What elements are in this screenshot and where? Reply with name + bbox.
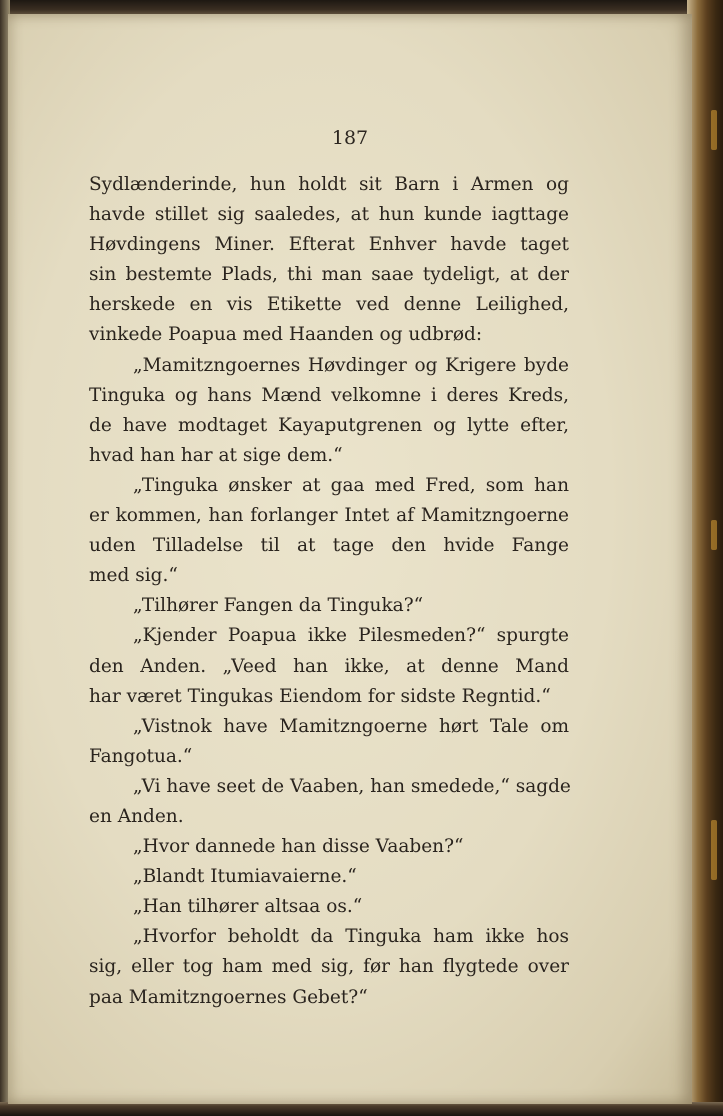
text-line: herskede en vis Etikette ved denne Leilighed, xyxy=(89,294,569,316)
text-line: sig, eller tog ham med sig, før han flygtede over xyxy=(89,956,569,978)
text-line: Fangotua.“ xyxy=(89,745,193,767)
text-line: „Hvorfor beholdt da Tinguka ham ikke hos xyxy=(133,926,569,948)
gilt-edge-fleck xyxy=(711,520,717,550)
text-line: vinkede Poapua med Haanden og udbrød: xyxy=(89,324,483,346)
body-text xyxy=(89,170,569,1013)
page-number: 187 xyxy=(331,127,369,149)
gilt-edge-fleck xyxy=(711,820,717,880)
text-line: „Vi have seet de Vaaben, han smedede,“ sagde xyxy=(133,775,571,797)
gilt-edge-fleck xyxy=(711,110,717,150)
text-line: „Hvor dannede han disse Vaaben?“ xyxy=(133,836,464,858)
text-line: „Vistnok have Mamitzngoerne hørt Tale om xyxy=(133,715,569,737)
book-bottom-edge xyxy=(0,1102,723,1116)
text-line: Høvdingens Miner. Efterat Enhver havde taget xyxy=(89,234,569,256)
text-line: „Kjender Poapua ikke Pilesmeden?“ spurgte xyxy=(133,625,569,647)
text-line: „Blandt Itumiavaierne.“ xyxy=(133,866,357,888)
text-line: med sig.“ xyxy=(89,565,178,587)
text-line: „Han tilhører altsaa os.“ xyxy=(133,896,363,918)
text-line: uden Tilladelse til at tage den hvide Fange xyxy=(89,535,569,557)
text-line: „Tilhører Fangen da Tinguka?“ xyxy=(133,595,424,617)
text-line: hvad han har at sige dem.“ xyxy=(89,444,343,466)
text-line: har været Tingukas Eiendom for sidste Regntid.“ xyxy=(89,685,551,707)
text-line: Sydlænderinde, hun holdt sit Barn i Armen og xyxy=(89,174,569,195)
text-line: paa Mamitzngoernes Gebet?“ xyxy=(89,986,368,1008)
text-line: havde stillet sig saaledes, at hun kunde iagttage xyxy=(89,204,569,226)
text-line: „Tinguka ønsker at gaa med Fred, som han xyxy=(133,474,569,496)
text-line: er kommen, han forlanger Intet af Mamitzngoerne xyxy=(89,505,569,527)
text-line: sin bestemte Plads, thi man saae tydeligt, at der xyxy=(89,264,569,286)
text-line: Tinguka og hans Mænd velkomne i deres Kreds, xyxy=(89,384,569,406)
text-line: de have modtaget Kayaputgrenen og lytte efter, xyxy=(89,414,569,436)
text-line: en Anden. xyxy=(89,805,184,827)
text-line: den Anden. „Veed han ikke, at denne Mand xyxy=(89,655,569,677)
page-paper xyxy=(8,14,692,1104)
book-right-edge xyxy=(687,0,723,1116)
text-line: „Mamitzngoernes Høvdinger og Krigere byde xyxy=(133,354,569,376)
